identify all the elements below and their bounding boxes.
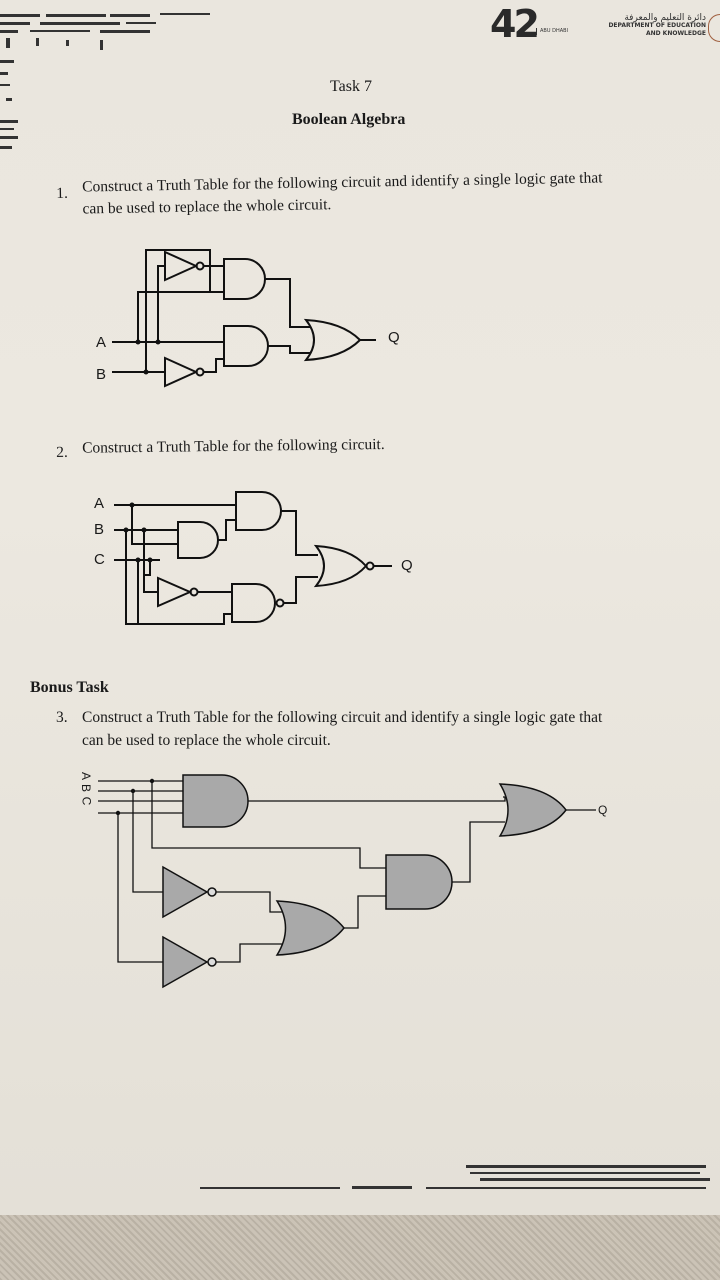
- page-title: Task 7: [330, 78, 372, 95]
- carpet-background: [0, 1215, 720, 1280]
- circuit3-label-c: C: [79, 796, 94, 806]
- question-3-text-line1: Construct a Truth Table for the following circuit and identify a single logic gate that: [82, 709, 603, 726]
- dept-line1: DEPARTMENT OF EDUCATION: [608, 22, 706, 29]
- circuit3-label-b: B: [79, 783, 94, 793]
- question-1-text-line1: Construct a Truth Table for the following circuit and identify a single logic gate that: [82, 169, 603, 196]
- dept-arabic: دائرة التعليم والمعرفة: [624, 13, 706, 23]
- bonus-task-heading: Bonus Task: [30, 679, 109, 696]
- question-1-text-line2: can be used to replace the whole circuit.: [82, 196, 332, 218]
- logo-abu-dhabi: ABU DHABI: [536, 28, 568, 35]
- logo-42: 42: [490, 2, 537, 46]
- circuit3-label-a: A: [79, 771, 94, 781]
- question-3-number: 3.: [56, 709, 68, 726]
- circuit2-label-q: Q: [401, 557, 413, 574]
- question-3-text-line2: can be used to replace the whole circuit.: [82, 732, 331, 749]
- circuit1-label-b: B: [96, 366, 107, 383]
- circuit1-label-q: Q: [388, 329, 400, 346]
- circuit2-label-c: C: [94, 551, 105, 568]
- question-2-number: 2.: [56, 443, 68, 461]
- page-subtitle: Boolean Algebra: [292, 111, 406, 128]
- question-1-number: 1.: [56, 184, 69, 202]
- circuit2-label-a: A: [94, 495, 105, 512]
- circuit3-label-q: Q: [598, 803, 608, 817]
- question-2-text-line1: Construct a Truth Table for the following circuit.: [82, 435, 385, 457]
- dept-line2: AND KNOWLEDGE: [645, 30, 706, 37]
- circuit2-label-b: B: [94, 521, 105, 538]
- circuit1-label-a: A: [96, 334, 107, 351]
